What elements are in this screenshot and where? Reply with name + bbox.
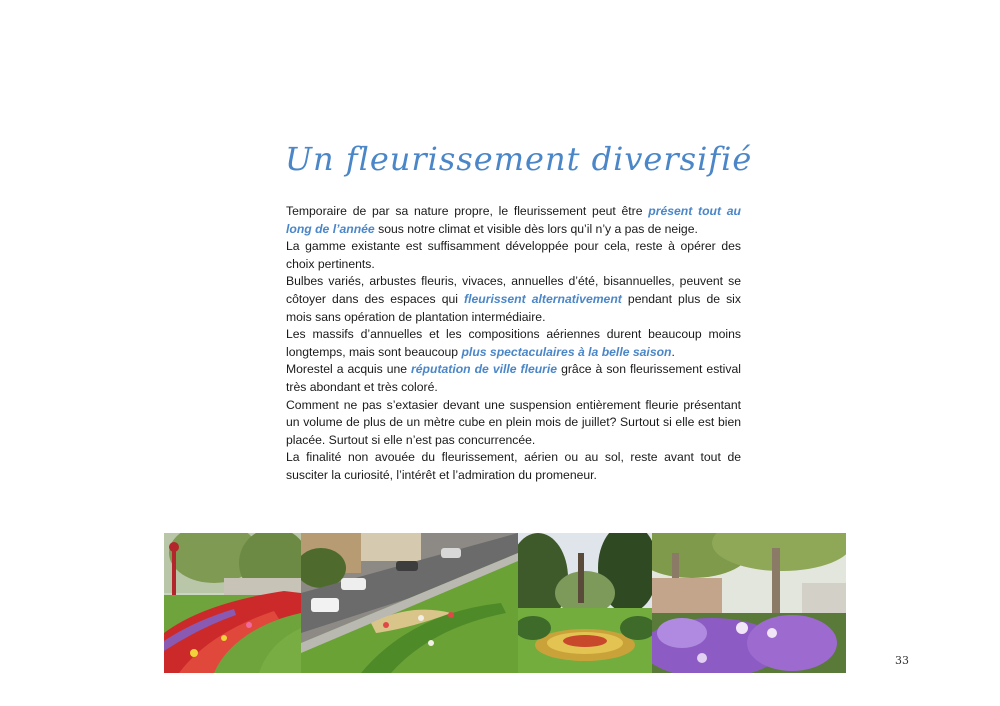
photo-strip	[164, 533, 846, 673]
body-paragraph	[286, 273, 741, 326]
highlight-phrase: réputation de ville fleurie	[411, 362, 558, 377]
text-run: Temporaire de par sa nature propre, le fleurissement peut être	[286, 204, 649, 218]
text-run: Les massifs d’annuelles et les compositions aériennes durent beaucoup moins longtemps, mais sont beaucoup	[286, 327, 741, 359]
text-run: sous notre climat et visible dès lors qu’il n’y a pas de neige.	[374, 221, 698, 236]
page-number: 33	[895, 654, 909, 667]
photo-purple-flowers-alley	[652, 533, 846, 673]
text-run: pendant plus de six mois sans opération de plantation intermédiaire.	[286, 291, 741, 324]
body-paragraph	[286, 397, 741, 450]
text-run: Comment ne pas s’extasier devant une suspension entièrement fleurie présentant un volume de plus de un mètre cube en plein mois de juillet? Surtout si elle est bien placée. Surtout si elle n’est pas concurrencée.	[286, 397, 741, 447]
body-paragraph	[286, 361, 741, 396]
text-run: grâce à son fleurissement estival très abondant et très coloré.	[286, 362, 741, 394]
body-paragraph	[286, 449, 741, 484]
text-run: La gamme existante est suffisamment développée pour cela, reste à opérer des choix pertinents.	[286, 239, 741, 271]
text-run: La finalité non avouée du fleurissement, aérien ou au sol, reste avant tout de susciter la curiosité, l’intérêt et l’admiration du promeneur.	[286, 450, 741, 482]
body-paragraph	[286, 203, 741, 238]
highlight-phrase: fleurissent alternativement	[464, 291, 622, 306]
text-run: Morestel a acquis une	[286, 362, 412, 377]
photo-red-flower-bed	[164, 533, 301, 673]
body-paragraph	[286, 238, 741, 273]
photo-round-flower-bed	[518, 533, 652, 673]
highlight-phrase: présent tout au long de l’année	[286, 204, 741, 236]
photo-street-lawn-flowers	[301, 533, 518, 673]
text-run: Bulbes variés, arbustes fleuris, vivaces, annuelles d’été, bisannuelles, peuvent se côtoyer dans des espaces qui	[286, 274, 741, 306]
body-paragraph	[286, 326, 741, 361]
page-title: Un fleurissement diversifié	[285, 140, 753, 178]
body-text	[286, 203, 741, 485]
text-run: .	[671, 344, 675, 359]
highlight-phrase: plus spectaculaires à la belle saison	[461, 344, 672, 359]
